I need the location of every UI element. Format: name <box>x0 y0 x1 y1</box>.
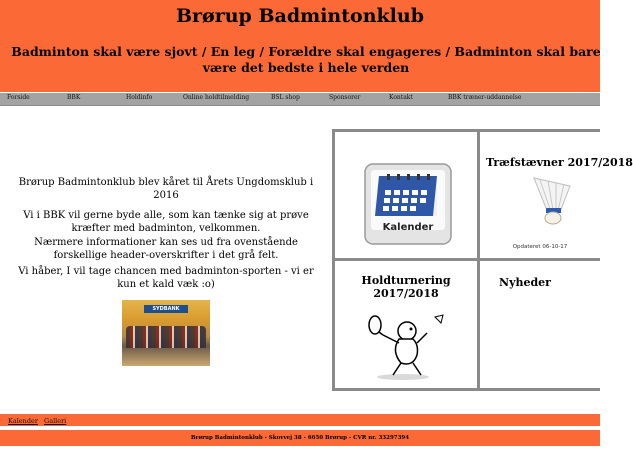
nav-item-bsl-shop[interactable]: BSL shop <box>271 94 300 101</box>
calendar-icon <box>363 162 453 246</box>
nav-item-holdinfo[interactable]: Holdinfo <box>126 94 153 101</box>
team-photo <box>122 300 210 366</box>
more-info-text: Nærmere informationer kan ses ud fra ovenstående forskellige header-overskrifter i det grå felt. <box>34 237 298 261</box>
shuttlecock-icon <box>522 172 582 232</box>
tile-kalender[interactable] <box>335 132 477 258</box>
footer-link-galleri[interactable]: Galleri <box>44 417 67 425</box>
award-text: Brørup Badmintonklub blev kåret til Årets Ungdomsklub i 2016 <box>18 177 314 201</box>
footer-link-kalender[interactable]: Kalender <box>8 417 38 425</box>
site-slogan: Badminton skal være sjovt / En leg / Forældre skal engageres / Badminton skal bare være det bedste i hele verden <box>11 44 601 75</box>
tiles-grid <box>332 129 633 391</box>
badminton-player-icon <box>361 311 451 381</box>
nav-item-forside[interactable]: Forside <box>7 94 30 101</box>
nav-item-bbk-traener-uddannelse[interactable]: BBK træner-uddannelse <box>448 94 522 101</box>
footer-links-bar <box>0 414 600 426</box>
holdturnering-title: Holdturnering 2017/2018 <box>361 274 451 300</box>
nav-item-kontakt[interactable]: Kontakt <box>389 94 413 101</box>
nyheder-title: Nyheder <box>499 276 551 289</box>
traef-title: Træfstævner 2017/2018 <box>486 156 633 169</box>
footer-info: Brørup Badmintonklub - Skovvej 38 - 6650 Brørup - CVR nr. 33297394 <box>0 430 600 446</box>
site-header <box>0 0 600 92</box>
tile-nyheder[interactable] <box>480 261 600 388</box>
welcome-text: Vi i BBK vil gerne byde alle, som kan tænke sig at prøve kræfter med badminton, velkommen. <box>23 210 309 234</box>
traef-updated: Opdateret 06-10-17 <box>512 244 568 250</box>
nav-item-sponsorer[interactable]: Sponsorer <box>329 94 361 101</box>
calendar-label: Kalender <box>382 222 434 233</box>
nav-item-bbk[interactable]: BBK <box>67 94 81 101</box>
photo-banner: SYDBANK <box>144 305 188 313</box>
hope-text: Vi håber, I vil tage chancen med badminton-sporten - vi er kun et kald væk :o) <box>18 266 314 290</box>
nav-item-online-holdtilmelding[interactable]: Online holdtilmelding <box>183 94 250 101</box>
tile-traefstaevner[interactable] <box>480 132 633 258</box>
photo-people <box>126 326 206 348</box>
tile-holdturnering[interactable] <box>335 261 477 388</box>
main-nav <box>0 93 600 106</box>
site-title: Brørup Badmintonklub <box>175 5 424 27</box>
